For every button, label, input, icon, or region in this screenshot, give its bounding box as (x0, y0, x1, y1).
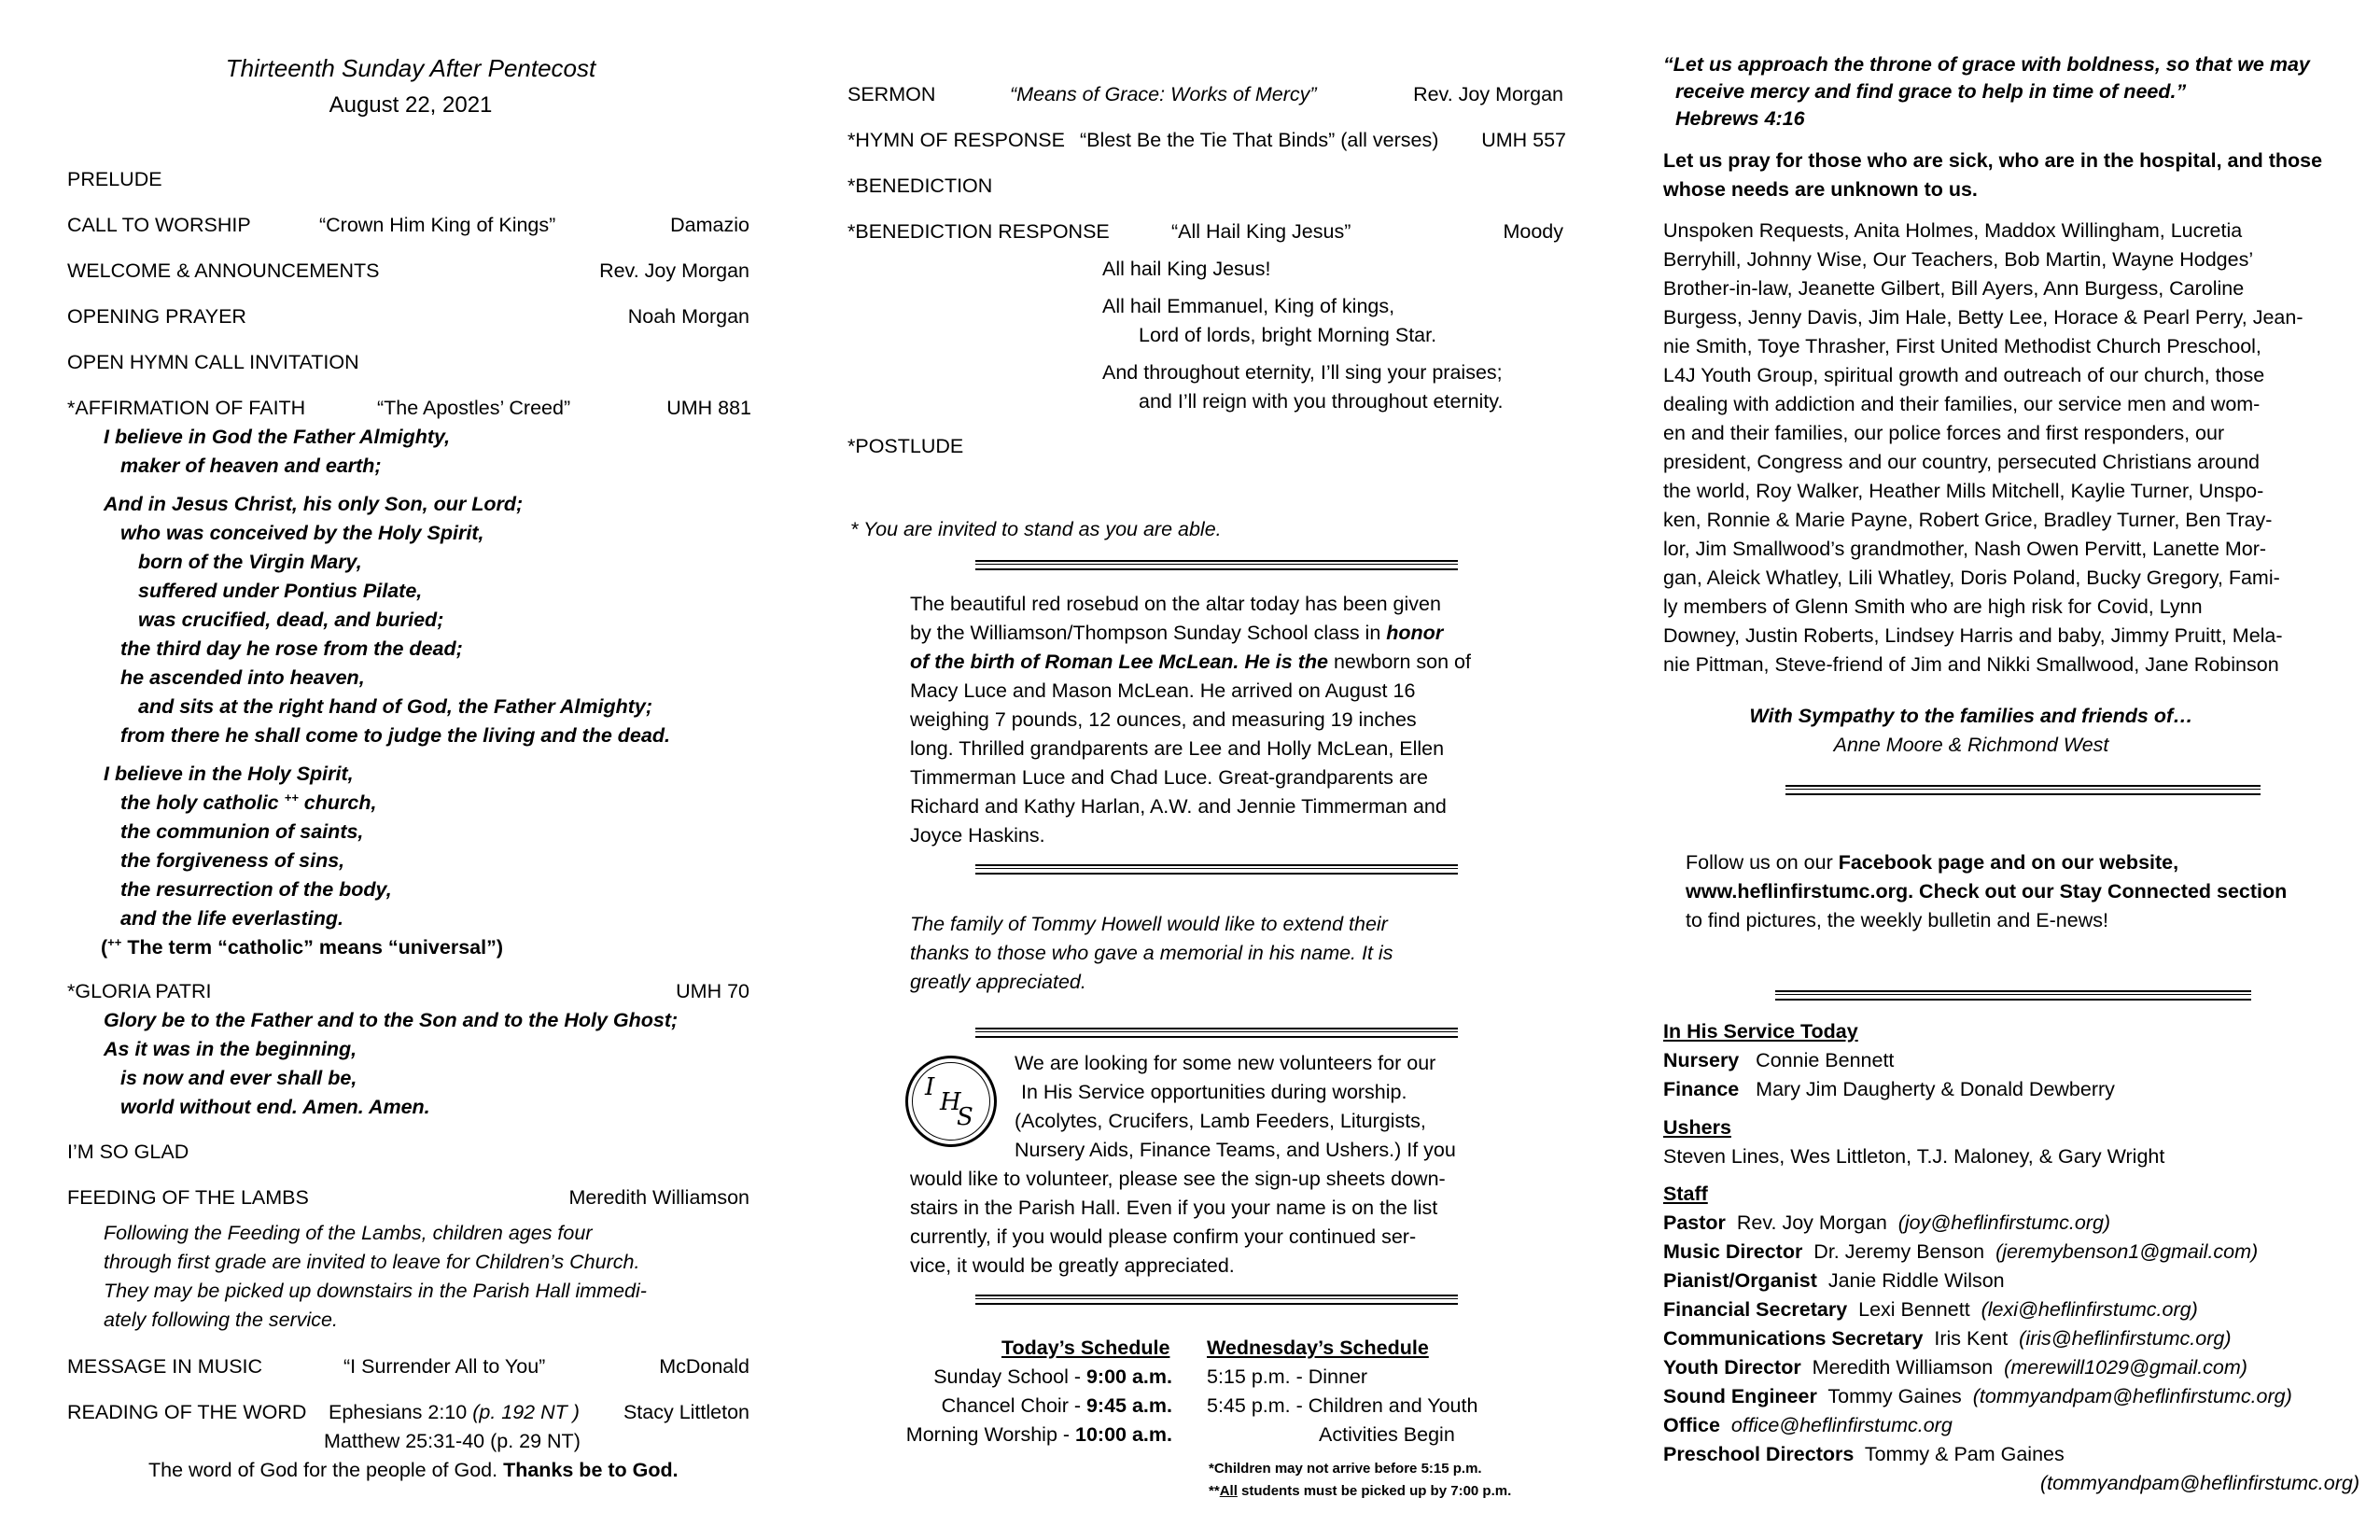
creed-line: the holy catholic ++ church, (120, 791, 377, 814)
verse-reference: Hebrews 4:16 (1675, 107, 1805, 130)
divider (975, 560, 1458, 570)
today-schedule-heading: Today’s Schedule (1001, 1337, 1170, 1359)
sermon-label: SERMON (847, 83, 936, 105)
staff-row: Preschool Directors Tommy & Pam Gaines (1663, 1443, 2065, 1465)
benediction-response-author: Moody (1503, 220, 1563, 243)
divider (1775, 990, 2251, 1001)
bulletin-title: Thirteenth Sunday After Pentecost (225, 54, 596, 82)
gloria-hymn-number: UMH 70 (676, 980, 749, 1002)
prayer-heading: Let us pray for those who are sick, who are in the hospital, and those (1663, 149, 2323, 172)
message-music-label: MESSAGE IN MUSIC (67, 1355, 263, 1378)
hymn-response-title: “Blest Be the Tie That Binds” (all verses) (1080, 129, 1439, 151)
wednesday-row: Activities Begin (1319, 1423, 1455, 1446)
reading-reader: Stacy Littleton (623, 1401, 749, 1423)
howell-memorial-note: The family of Tommy Howell would like to extend their thanks to those who gave a memorial in his name. It is greatly appreciated. (910, 913, 1393, 993)
gloria-line: is now and ever shall be, (120, 1067, 357, 1089)
divider (1785, 785, 2261, 795)
affirmation-title: “The Apostles’ Creed” (377, 397, 571, 419)
wednesday-note: *Children may not arrive before 5:15 p.m. (1209, 1461, 1482, 1477)
welcome-leader: Rev. Joy Morgan (599, 259, 749, 282)
lyric-line: Lord of lords, bright Morning Star. (1139, 324, 1437, 346)
staff-row: Pianist/Organist Janie Riddle Wilson (1663, 1269, 2005, 1292)
creed-line: the communion of saints, (120, 820, 364, 843)
message-music-author: McDonald (659, 1355, 749, 1378)
schedule-row: Morning Worship - 10:00 a.m. (905, 1423, 1172, 1446)
preschool-email: (tommyandpam@heflinfirstumc.org) (2039, 1472, 2359, 1494)
creed-line: the forgiveness of sins, (120, 849, 345, 872)
staff-row: Sound Engineer Tommy Gaines (tommyandpam@heflinfirstumc.org) (1663, 1385, 2292, 1407)
gloria-line: world without end. Amen. Amen. (120, 1096, 430, 1118)
staff-row: Communications Secretary Iris Kent (iris@heflinfirstumc.org) (1663, 1327, 2232, 1350)
divider (975, 1295, 1458, 1305)
volunteer-note-top: We are looking for some new volunteers for our In His Service opportunities during worship. (Acolytes, Crucifers, Lamb Feeders, Liturgists, Nursery Aids, Finance Teams, and Ushers.) If you (1015, 1052, 1456, 1161)
creed-line: And in Jesus Christ, his only Son, our Lord; (104, 493, 524, 515)
staff-row: Youth Director Meredith Williamson (merewill1029@gmail.com) (1663, 1356, 2247, 1379)
prelude: PRELUDE (67, 168, 162, 190)
welcome-label: WELCOME & ANNOUNCEMENTS (67, 259, 380, 282)
staff-heading: Staff (1663, 1183, 1708, 1205)
follow-us-note: Follow us on our Facebook page and on our website, www.heflinfirstumc.org. Check out our Stay Connected section to find pictures, the weekly bulletin and E-news! (1686, 851, 2288, 931)
ushers-heading: Ushers (1663, 1116, 1731, 1139)
hymn-response-label: *HYMN OF RESPONSE (847, 129, 1065, 151)
finance-row: Finance Mary Jim Daugherty & Donald Dewberry (1663, 1078, 2115, 1100)
creed-line: suffered under Pontius Pilate, (138, 580, 423, 602)
hymn-response-number: UMH 557 (1481, 129, 1566, 151)
creed-line: born of the Virgin Mary, (138, 551, 362, 573)
affirmation-hymn-number: UMH 881 (666, 397, 751, 419)
lyric-line: All hail King Jesus! (1102, 258, 1271, 280)
creed-line: the third day he rose from the dead; (120, 637, 463, 660)
creed-line: he ascended into heaven, (120, 666, 365, 689)
creed-line: I believe in the Holy Spirit, (104, 763, 354, 785)
opening-prayer-leader: Noah Morgan (627, 305, 749, 328)
reading-ref-1: Ephesians 2:10 (p. 192 NT ) (329, 1401, 580, 1423)
in-his-service-logo: I H S (905, 1056, 997, 1147)
sermon-preacher: Rev. Joy Morgan (1413, 83, 1563, 105)
sermon-title: “Means of Grace: Works of Mercy” (1010, 83, 1317, 105)
creed-line: and the life everlasting. (120, 907, 343, 930)
im-so-glad: I’M SO GLAD (67, 1141, 189, 1163)
call-to-worship-author: Damazio (670, 214, 749, 236)
creed-line: the resurrection of the body, (120, 878, 392, 901)
word-of-god: The word of God for the people of God. Thanks be to God. (148, 1459, 679, 1481)
gloria-line: As it was in the beginning, (104, 1038, 357, 1060)
call-to-worship-title: “Crown Him King of Kings” (319, 214, 556, 236)
feeding-label: FEEDING OF THE LAMBS (67, 1186, 309, 1209)
divider (975, 1028, 1458, 1038)
prayer-heading: whose needs are unknown to us. (1663, 178, 1978, 201)
feeding-note: Following the Feeding of the Lambs, children ages four through first grade are invited to leave for Children’s Church. They may be picked up downstairs in the Parish Hall immedi- ately following the service. (104, 1222, 647, 1331)
verse-line: “Let us approach the throne of grace with boldness, so that we may (1663, 53, 2310, 76)
staff-row: Pastor Rev. Joy Morgan (joy@heflinfirstumc.org) (1663, 1211, 2111, 1234)
stand-note: * You are invited to stand as you are able. (850, 518, 1222, 540)
rosebud-announcement: The beautiful red rosebud on the altar today has been given by the Williamson/Thompson Sunday School class in honor of the birth of Roman Lee McLean. He is the newborn son of Macy Luce and Mason McLean. He arrived on August 16 weighing 7 pounds, 12 ounces, and measuring 19 inches long. Thrilled grandparents are Lee and Holly McLean, Ellen Timmerman Luce and Chad Luce. Great-grandparents are Richard and Kathy Harlan, A.W. and Jennie Timmerman and Joyce Haskins. (910, 593, 1471, 847)
open-hymn-label: OPEN HYMN CALL INVITATION (67, 351, 359, 373)
staff-row: Music Director Dr. Jeremy Benson (jeremybenson1@gmail.com) (1663, 1240, 2259, 1263)
bulletin-date: August 22, 2021 (329, 92, 493, 118)
wednesday-row: 5:15 p.m. - Dinner (1207, 1365, 1368, 1388)
volunteer-note-bottom: would like to volunteer, please see the sign-up sheets down- stairs in the Parish Hall. Even if you your name is on the list currently, if you would please confirm your continued ser- vice, it would be greatly appreciated. (910, 1168, 1446, 1277)
lyric-line: And throughout eternity, I’ll sing your praises; (1102, 361, 1503, 384)
reading-ref-2: Matthew 25:31-40 (p. 29 NT) (324, 1430, 581, 1452)
gloria-line: Glory be to the Father and to the Son and to the Holy Ghost; (104, 1009, 679, 1031)
lyric-line: All hail Emmanuel, King of kings, (1102, 295, 1395, 317)
creed-line: and sits at the right hand of God, the Father Almighty; (138, 695, 653, 718)
benediction-response-label: *BENEDICTION RESPONSE (847, 220, 1110, 243)
creed-line: maker of heaven and earth; (120, 455, 382, 477)
in-his-service-heading: In His Service Today (1663, 1020, 1858, 1043)
benediction: *BENEDICTION (847, 175, 993, 197)
opening-prayer-label: OPENING PRAYER (67, 305, 246, 328)
divider (975, 864, 1458, 875)
wednesday-row: 5:45 p.m. - Children and Youth (1207, 1394, 1478, 1417)
gloria-label: *GLORIA PATRI (67, 980, 212, 1002)
creed-line: who was conceived by the Holy Spirit, (120, 522, 484, 544)
creed-line: from there he shall come to judge the living and the dead. (120, 724, 670, 747)
schedule-row: Sunday School - 9:00 a.m. (933, 1365, 1172, 1388)
call-to-worship-label: CALL TO WORSHIP (67, 214, 251, 236)
catholic-note: (++ The term “catholic” means “universal”) (101, 935, 503, 959)
nursery-row: Nursery Connie Bennett (1663, 1049, 1895, 1071)
message-music-title: “I Surrender All to You” (343, 1355, 546, 1378)
creed-line: was crucified, dead, and buried; (138, 609, 444, 631)
staff-row: Financial Secretary Lexi Bennett (lexi@heflinfirstumc.org) (1663, 1298, 2198, 1321)
wednesday-note: **All students must be picked up by 7:00 p.m. (1209, 1483, 1512, 1499)
verse-line: receive mercy and find grace to help in time of need.” (1675, 80, 2187, 103)
schedule-row: Chancel Choir - 9:45 a.m. (941, 1394, 1172, 1417)
affirmation-label: *AFFIRMATION OF FAITH (67, 397, 306, 419)
staff-row: Office office@heflinfirstumc.org (1663, 1414, 1953, 1436)
wednesday-schedule-heading: Wednesday’s Schedule (1207, 1337, 1429, 1359)
prayer-list: Unspoken Requests, Anita Holmes, Maddox Willingham, Lucretia Berryhill, Johnny Wise, Our Teachers, Bob Martin, Wayne Hodges’ Brother-in-law, Jeanette Gilbert, Bill Ayers, Ann Burgess, Caroline Burgess, Jenny Davis, Jim Hale, Betty Lee, Horace & Pearl Perry, Jean- nie Smith, Toye Thrasher, First United Methodist Church Preschool, L4J Youth Group, spiritual growth and outreach of our church, those dealing with addiction and their families, our service men and wom- en and their families, our police forces and first responders, our president, Congress and our country, persecuted Christians around the world, Roy Walker, Heather Mills Mitchell, Kaylie Turner, Unspo- ken, Ronnie & Marie Payne, Robert Grice, Bradley Turner, Ben Tray- lor, Jim Smallwood’s grandmother, Nash Owen Pervitt, Lanette Mor- gan, Aleick Whatley, Lili Whatley, Doris Poland, Bucky Gregory, Fami- ly members of Glenn Smith who are high risk for Covid, Lynn Downey, Justin Roberts, Lindsey Harris and baby, Jimmy Pruitt, Mela- nie Pittman, Steve-friend of Jim and Nikki Smallwood, Jane Robinson (1663, 219, 2303, 676)
sympathy-names: Anne Moore & Richmond West (1833, 734, 2109, 756)
creed-line: I believe in God the Father Almighty, (104, 426, 451, 448)
benediction-response-title: “All Hail King Jesus” (1171, 220, 1351, 243)
feeding-leader: Meredith Williamson (568, 1186, 749, 1209)
ushers-list: Steven Lines, Wes Littleton, T.J. Maloney, & Gary Wright (1663, 1145, 2165, 1168)
lyric-line: and I’ll reign with you throughout eternity. (1139, 390, 1504, 413)
sympathy-heading: With Sympathy to the families and friends of… (1749, 705, 2193, 727)
postlude: *POSTLUDE (847, 435, 964, 457)
reading-label: READING OF THE WORD (67, 1401, 307, 1423)
